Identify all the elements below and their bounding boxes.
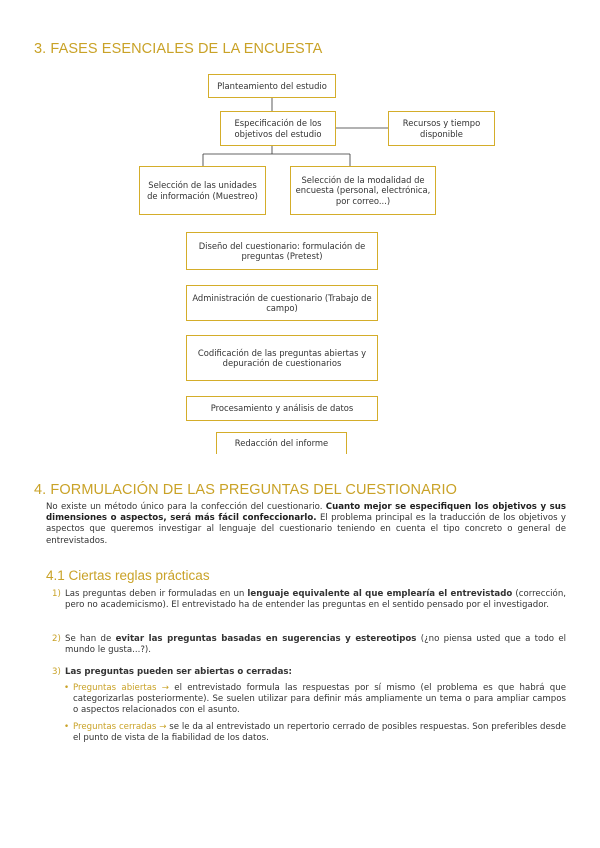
subitem-label: Preguntas cerradas bbox=[73, 722, 157, 732]
rule-text: (¿no piensa usted que a todo el mundo le gusta...?). bbox=[65, 634, 567, 656]
section-4-paragraph bbox=[46, 502, 566, 547]
rule-number: 3) bbox=[52, 667, 61, 677]
subitem-text: el entrevistado formula las respuestas por sí mismo (el problema es que habrá que categorizarlas posteriormente). Se suelen utilizar para definir más ampliamente un tema o para ampliar campos o aspectos relacionados con el asunto. bbox=[73, 683, 567, 716]
rule-text: Se han de bbox=[65, 634, 116, 644]
flow-box-redaccion: Redacción del informe bbox=[216, 432, 347, 454]
bullet-icon: • bbox=[64, 683, 70, 693]
section-3-title: 3. FASES ESENCIALES DE LA ENCUESTA bbox=[34, 41, 323, 57]
section-4-title: 4. FORMULACIÓN DE LAS PREGUNTAS DEL CUESTIONARIO bbox=[34, 482, 457, 498]
section-4-text-1: No existe un método único para la confección del cuestionario. bbox=[46, 502, 323, 512]
rule-text: (corrección, pero no academicismo). El entrevistado ha de entender las preguntas en el sentido pensado por el investigador. bbox=[65, 589, 566, 611]
subitem-label: Preguntas abiertas bbox=[73, 683, 157, 693]
flow-box-administracion: Administración de cuestionario (Trabajo de campo) bbox=[186, 285, 378, 321]
section-4-1-title: 4.1 Ciertas reglas prácticas bbox=[46, 568, 210, 583]
flow-box-diseno: Diseño del cuestionario: formulación de preguntas (Pretest) bbox=[186, 232, 378, 270]
rule-text: Las preguntas deben ir formuladas en un bbox=[65, 589, 248, 599]
arrow-right-icon: → bbox=[161, 683, 169, 693]
rule-text-bold: lenguaje equivalente al que emplearía el entrevistado bbox=[247, 589, 513, 599]
rule-text-bold: evitar las preguntas basadas en sugerencias y estereotipos bbox=[115, 634, 417, 644]
arrow-right-icon: → bbox=[159, 722, 167, 732]
flow-box-procesamiento: Procesamiento y análisis de datos bbox=[186, 396, 378, 421]
flow-box-codificacion: Codificación de las preguntas abiertas y depuración de cuestionarios bbox=[186, 335, 378, 381]
bullet-icon: • bbox=[64, 722, 70, 732]
flow-box-objetivos: Especificación de los objetivos del estudio bbox=[220, 111, 336, 146]
flow-box-recursos: Recursos y tiempo disponible bbox=[388, 111, 495, 146]
section-4-text-2: El problema principal es la traducción de los objetivos y aspectos que queremos investigar al lenguaje del cuestionario teniendo en cuenta el tipo concreto o general de entrevistados. bbox=[46, 513, 567, 546]
rule-number: 1) bbox=[52, 589, 61, 599]
flow-box-planteamiento: Planteamiento del estudio bbox=[208, 74, 336, 98]
flow-box-modalidad: Selección de la modalidad de encuesta (personal, electrónica, por correo...) bbox=[290, 166, 436, 215]
flow-box-muestreo: Selección de las unidades de información (Muestreo) bbox=[139, 166, 266, 215]
section-4-text-bold: Cuanto mejor se especifiquen los objetivos y sus dimensiones o aspectos, será más fácil confeccionarlo. bbox=[46, 502, 566, 524]
rule-text-bold: Las preguntas pueden ser abiertas o cerradas: bbox=[65, 667, 292, 677]
rule-number: 2) bbox=[52, 634, 61, 644]
subitem-text: se le da al entrevistado un repertorio cerrado de posibles respuestas. Son preferibles desde el punto de vista de la fiabilidad de los datos. bbox=[73, 722, 567, 744]
